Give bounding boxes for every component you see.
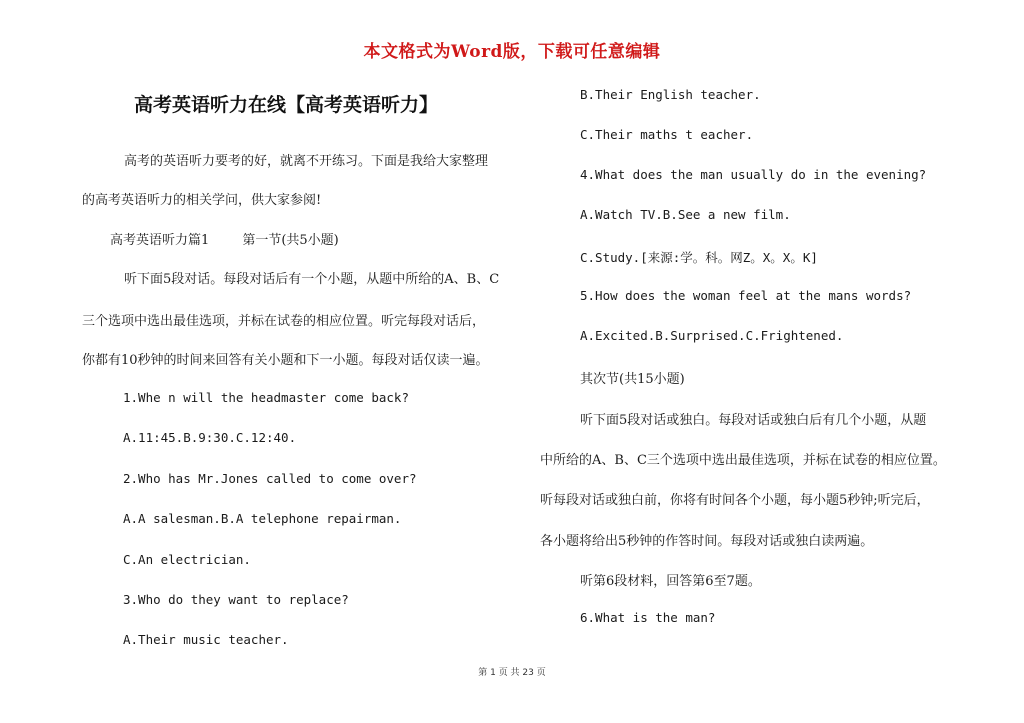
left-paragraph-line: 听下面5段对话。每段对话后有一个小题，从题中所给的A、B、C (124, 272, 500, 287)
question-line: 6.What is the man? (580, 610, 716, 625)
question-line: 3.Who do they want to replace? (123, 592, 349, 607)
question-line: 5.How does the woman feel at the mans words? (580, 288, 912, 303)
answer-line: A.A salesman.B.A telephone repairman. (123, 511, 402, 526)
right-paragraph-line: 听每段对话或独白前，你将有时间各个小题，每小题5秒钟;听完后， (540, 493, 930, 508)
right-paragraph-line: 各小题将给出5秒钟的作答时间。每段对话或独白读两遍。 (540, 534, 874, 549)
section-heading: 高考英语听力篇1 第一节(共5小题) (110, 233, 339, 248)
edit-notice-banner: 本文格式为Word版，下载可任意编辑 (363, 42, 661, 62)
answer-line: A.Excited.B.Surprised.C.Frightened. (580, 328, 844, 343)
answer-line: A.11:45.B.9:30.C.12:40. (123, 430, 297, 445)
answer-line: C.Study.[来源:学。科。网Z。X。X。K] (580, 250, 818, 265)
section-heading: 其次节(共15小题) (580, 372, 685, 387)
answer-line: A.Watch TV.B.See a new film. (580, 207, 791, 222)
left-paragraph-line: 高考的英语听力要考的好，就离不开练习。下面是我给大家整理 (124, 154, 489, 169)
left-paragraph-line: 你都有10秒钟的时间来回答有关小题和下一小题。每段对话仅读一遍。 (82, 353, 489, 368)
right-paragraph-line: 听第6段材料，回答第6至7题。 (580, 574, 761, 589)
left-paragraph-line: 的高考英语听力的相关学问，供大家参阅! (82, 193, 322, 208)
right-paragraph-line: 中所给的A、B、C三个选项中选出最佳选项，并标在试卷的相应位置。 (540, 453, 946, 468)
right-paragraph-line: 听下面5段对话或独白。每段对话或独白后有几个小题，从题 (580, 413, 927, 428)
question-line: 1.Whe n will the headmaster come back? (123, 390, 409, 405)
answer-line: A.Their music teacher. (123, 632, 289, 647)
question-line: 4.What does the man usually do in the evening? (580, 167, 927, 182)
answer-line: C.An electrician. (123, 552, 251, 567)
document-title: 高考英语听力在线【高考英语听力】 (134, 94, 439, 116)
answer-line: B.Their English teacher. (580, 87, 761, 102)
left-paragraph-line: 三个选项中选出最佳选项，并标在试卷的相应位置。听完每段对话后， (82, 314, 486, 329)
page-number: 第 1 页 共 23 页 (478, 668, 546, 678)
question-line: 2.Who has Mr.Jones called to come over? (123, 471, 417, 486)
answer-line: C.Their maths t eacher. (580, 127, 754, 142)
